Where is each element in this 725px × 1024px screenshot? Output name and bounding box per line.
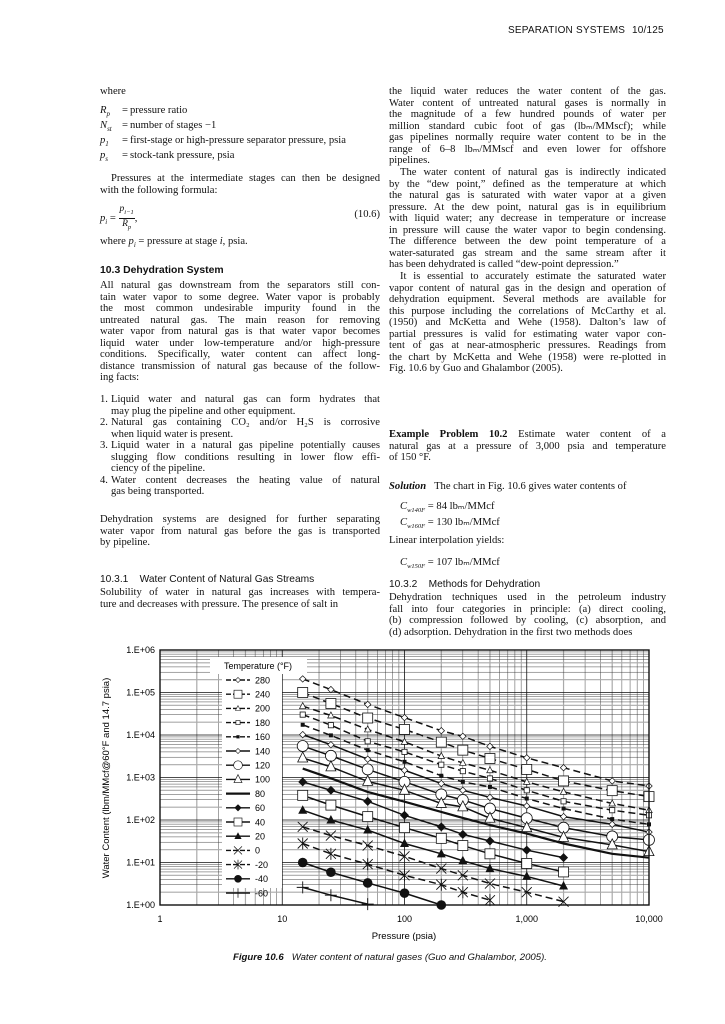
small-square-marker	[328, 723, 333, 728]
def-symbol: R	[100, 104, 107, 116]
eq-rhs: = 130 lbₘ/MMcf	[425, 516, 500, 528]
def-subscript: s	[105, 154, 109, 163]
where-pi-i: i	[219, 236, 223, 248]
diamond-marker	[300, 676, 306, 682]
text-line: Water content decreases the heating value of natural	[111, 474, 380, 486]
filled-diamond-marker	[522, 846, 531, 855]
square-marker	[559, 776, 569, 786]
eq-lhs: p	[100, 212, 106, 224]
series-line	[303, 735, 649, 832]
equation-number: (10.6)	[354, 209, 380, 221]
text-line: range of 6–8 lbₘ/MMscf and even lower for offshore	[389, 143, 666, 155]
example-label: Example Problem 10.2	[389, 429, 508, 440]
diamond-marker	[460, 787, 466, 793]
text-line: Liquid water and natural gas can form hydrates that	[111, 394, 380, 405]
square-marker	[485, 753, 495, 763]
small-square-marker	[300, 712, 305, 717]
def-subscript: st	[107, 124, 112, 133]
small-square-marker	[460, 769, 465, 774]
filled-square-marker	[366, 748, 370, 752]
diamond-marker	[401, 767, 407, 773]
text-line: tain water vapor to some degree. Water vapor is probably	[100, 291, 380, 303]
def-equals: =	[122, 134, 128, 146]
heading-10-3-1: 10.3.1 Water Content of Natural Gas Streams	[100, 574, 315, 585]
text-line: tent of gas at near-atmospheric pressures. Readings from	[389, 340, 666, 352]
text-line: Dehydration systems are designed for further separating	[100, 514, 380, 525]
diamond-marker	[609, 778, 615, 784]
text-line: in pressure will cause the water vapor to begin condensing.	[389, 224, 666, 236]
series-line	[303, 679, 649, 786]
y-tick-label: 1.E+06	[126, 645, 155, 655]
filled-square-marker	[461, 780, 465, 784]
text-line: the magnitude of a few hundred pounds of water per	[389, 109, 666, 121]
text-line: distance transmission of natural gas because of the follow-	[100, 360, 380, 372]
legend-label: 40	[255, 817, 266, 828]
square-marker	[400, 724, 410, 734]
text-line: untreated natural gas. The main reason for removing	[100, 314, 380, 326]
diamond-marker	[401, 714, 407, 720]
triangle-marker	[487, 767, 493, 773]
text-line: water-saturated gas stream and the same stream after it	[389, 247, 666, 259]
filled-square-marker	[439, 774, 443, 778]
y-tick-label: 1.E+04	[126, 730, 155, 740]
square-marker	[298, 688, 308, 698]
def-text: pressure ratio	[129, 104, 188, 116]
text-line: slugging flow conditions resulting in lower flow effi-	[111, 451, 380, 463]
text-line: ing facts:	[100, 372, 140, 384]
filled-square-marker	[301, 723, 305, 727]
legend-label: 140	[255, 746, 271, 757]
diamond-marker	[560, 813, 566, 819]
circle-marker	[362, 764, 373, 775]
solution-label: Solution	[389, 481, 427, 492]
text-line: has been dehydrated is called “dew-point depression.”	[389, 259, 619, 271]
legend-background	[222, 674, 282, 888]
legend-label: -60	[255, 888, 269, 899]
text-line: pressure. At the dew point, natural gas is in equilibrium	[389, 201, 666, 213]
diamond-marker	[438, 728, 444, 734]
text-line: may plug the pipeline and other equipment.	[111, 405, 296, 417]
text-line: water vapor from natural gas is that water vapor becomes	[100, 326, 380, 338]
legend-item	[226, 888, 268, 898]
legend-label: 280	[255, 675, 271, 686]
square-marker	[607, 786, 617, 796]
eq-lhs-sub: i	[105, 218, 108, 227]
list-number: 3.	[100, 440, 108, 452]
eq-subscript: w160F	[407, 522, 426, 530]
legend-label: 120	[255, 760, 271, 771]
text-line: million standard cubic foot of gas (lbₘ/MMscf); while	[389, 120, 666, 132]
filled-circle-marker	[363, 878, 373, 888]
square-marker	[234, 818, 242, 826]
x-axis-title: Pressure (psia)	[371, 931, 437, 942]
legend-label: -20	[255, 859, 269, 870]
asterisk-marker	[298, 837, 308, 849]
where-pi-post: = pressure at stage	[135, 236, 220, 248]
def-equals: =	[122, 119, 128, 131]
series-160	[301, 723, 651, 827]
text-line: conditions. Specifically, water content can affect long-	[100, 349, 380, 361]
diamond-marker	[328, 742, 334, 748]
small-square-marker	[236, 721, 240, 725]
x-tick-label: 1,000	[515, 914, 539, 924]
y-axis-title: Water Content (lbm/MMcf@60°F and 14.7 psia)	[101, 677, 112, 879]
solution-text: The chart in Fig. 10.6 gives water contents of	[434, 481, 627, 492]
eq-num-sub: i−1	[124, 208, 134, 216]
filled-circle-marker	[298, 858, 308, 868]
legend-label: 0	[255, 845, 261, 856]
legend-label: 240	[255, 689, 271, 700]
text-line: Solubility of water in natural gas increases with tempera-	[100, 587, 380, 598]
diamond-marker	[364, 756, 370, 762]
triangle-marker	[560, 788, 566, 794]
def-subscript: 1	[105, 139, 109, 148]
text-line: water vapor from natural gas before the gas is transported	[100, 525, 380, 537]
x-tick-label: 10,000	[635, 914, 663, 924]
def-text: first-stage or high-pressure separator pressure, psia	[129, 134, 346, 146]
legend-label: 20	[255, 831, 266, 842]
def-subscript: p	[106, 109, 110, 118]
text-line: pipelines.	[389, 155, 430, 167]
legend-label: 80	[255, 788, 266, 799]
legend-title: Temperature (°F)	[223, 661, 293, 671]
square-marker	[363, 713, 373, 723]
legend-label: 200	[255, 703, 271, 714]
square-marker	[458, 745, 468, 755]
text-line: gas pipelines normally require water content to be in the	[389, 132, 666, 144]
filled-square-marker	[488, 785, 492, 789]
small-square-marker	[439, 762, 444, 767]
text-line: this purpose including the correlations of McCarthy et al.	[389, 305, 666, 317]
x-marker	[298, 822, 308, 832]
diamond-marker	[560, 765, 566, 771]
list-number: 4.	[100, 474, 108, 486]
def-symbol: N	[100, 119, 108, 131]
eq-comma: ,	[134, 212, 138, 224]
text-line: the natural gas is saturated with water vapor at a given	[389, 190, 666, 202]
text-line: ture and decreases with pressure. The presence of salt in	[100, 598, 339, 610]
def-symbol: p	[100, 149, 106, 161]
filled-triangle-marker	[298, 805, 307, 814]
heading-10-3-2: 10.3.2 Methods for Dehydration	[389, 579, 541, 590]
diamond-marker	[438, 780, 444, 786]
filled-diamond-marker	[559, 853, 568, 862]
def-symbol: p	[100, 134, 106, 146]
y-tick-label: 1.E+05	[126, 687, 155, 698]
square-marker	[326, 800, 336, 810]
chart-axes	[126, 645, 663, 924]
text-line: ciency of the pipeline.	[111, 463, 206, 475]
legend-label: 180	[255, 717, 271, 728]
square-marker	[522, 764, 532, 774]
circle-marker	[297, 741, 308, 752]
filled-square-marker	[329, 733, 333, 737]
text-line: Fig. 10.6 by Guo and Ghalambor (2005).	[389, 363, 563, 375]
legend-label: 60	[255, 803, 266, 814]
filled-square-marker	[610, 817, 614, 821]
text-line: Natural gas containing CO₂ and/or H₂S is corrosive	[111, 417, 380, 429]
diamond-marker	[328, 686, 334, 692]
example-line: of 150 °F.	[389, 452, 431, 464]
where-pi-pre: where	[100, 236, 129, 248]
plus-marker	[325, 889, 337, 901]
where-pi-end: , psia.	[222, 236, 248, 248]
x-tick-label: 1	[157, 914, 163, 924]
y-tick-label: 1.E+03	[126, 772, 155, 783]
filled-diamond-marker	[458, 830, 467, 839]
circle-marker	[234, 761, 243, 770]
square-marker	[234, 690, 242, 698]
filled-circle-marker	[400, 888, 410, 898]
def-equals: =	[122, 104, 128, 116]
eq-rhs: = 84 lbₘ/MMcf	[425, 501, 495, 512]
text-line: fall into four categories in principle: (a) direct cooling,	[389, 603, 666, 615]
square-marker	[436, 737, 446, 747]
diamond-marker	[524, 803, 530, 809]
def-text: stock-tank pressure, psia	[129, 149, 235, 161]
filled-square-marker	[562, 807, 566, 811]
diamond-marker	[487, 743, 493, 749]
text-line: with the following formula:	[100, 184, 218, 196]
filled-square-marker	[403, 760, 407, 764]
page-number: 10/125	[632, 25, 664, 36]
filled-circle-marker	[234, 875, 242, 883]
square-marker	[363, 812, 373, 822]
caption-label: Figure 10.6	[233, 952, 284, 963]
text-line: All natural gas downstream from the separators still con-	[100, 280, 380, 291]
square-marker	[298, 790, 308, 800]
result-sym: C	[400, 557, 408, 568]
eq-den: R	[122, 218, 128, 229]
list-number: 2.	[100, 417, 108, 429]
result-rhs: = 107 lbₘ/MMcf	[425, 557, 500, 568]
text-line: (1950) and McKetta and Wehe (1958). Dalton’s law of	[389, 317, 666, 329]
square-marker	[522, 858, 532, 868]
filled-diamond-marker	[363, 797, 372, 806]
x-tick-label: 100	[396, 914, 413, 924]
square-marker	[485, 849, 495, 859]
legend-label: -40	[255, 874, 269, 885]
eq-subscript: w140F	[407, 507, 426, 515]
series-line	[303, 725, 649, 825]
filled-circle-marker	[326, 867, 336, 877]
diamond-marker	[524, 755, 530, 761]
def-equals: =	[122, 149, 128, 161]
x-marker	[326, 831, 336, 841]
caption-text: Water content of natural gases (Guo and Ghalambor, 2005).	[291, 952, 547, 963]
small-square-marker	[402, 749, 407, 754]
text-line: the chart by McKetta and Wehe (1958) were re-plotted in	[389, 351, 666, 363]
square-marker	[400, 823, 410, 833]
square-marker	[458, 841, 468, 851]
figure-caption	[100, 952, 680, 963]
text-line: by pipeline.	[100, 537, 151, 549]
legend-label: 160	[255, 732, 271, 743]
text-line: the most common undesirable impurity found in the	[100, 303, 380, 315]
filled-square-marker	[525, 797, 529, 801]
small-square-marker	[524, 788, 529, 793]
filled-diamond-marker	[298, 777, 307, 786]
filled-diamond-marker	[485, 837, 494, 846]
filled-square-marker	[236, 735, 239, 738]
example-line: natural gas at a pressure of 3,000 psia and temperature	[389, 440, 666, 452]
series-line	[303, 887, 368, 904]
x-tick-label: 10	[277, 914, 288, 924]
eq-den-sub: p	[127, 223, 132, 231]
where-label: where	[100, 86, 126, 97]
running-header-section: SEPARATION SYSTEMS	[508, 25, 626, 36]
square-marker	[326, 699, 336, 709]
text-line: when liquid water is present.	[111, 428, 234, 440]
y-tick-label: 1.E+00	[126, 900, 155, 910]
text-line: with liquid water; any decrease in temperature or increase	[389, 213, 666, 225]
text-line: liquid water under low-temperature and/or high-pressure	[100, 337, 380, 349]
triangle-marker	[298, 752, 308, 762]
legend-label: 100	[255, 774, 271, 785]
text-line: Water content of untreated natural gases is normally in	[389, 97, 666, 109]
plus-marker	[297, 881, 309, 893]
small-square-marker	[365, 739, 370, 744]
filled-diamond-marker	[400, 811, 409, 820]
text-line: vapor content of natural gas in the design and operation of	[389, 282, 666, 294]
series-minus60	[297, 881, 374, 910]
heading-10-3: 10.3 Dehydration System	[100, 265, 224, 276]
text-line: The water content of natural gas is indirectly indicated	[400, 167, 666, 178]
plus-marker	[362, 898, 374, 910]
text-line: Dehydration techniques used in the petroleum industry	[389, 592, 666, 603]
text-line: by the “dew point,” defined as the temperature at which	[389, 178, 666, 190]
square-marker	[559, 867, 569, 877]
small-square-marker	[610, 808, 615, 813]
circle-marker	[325, 750, 336, 761]
square-marker	[436, 833, 446, 843]
text-line: partial pressures is valid for estimating water vapor con-	[389, 328, 666, 340]
text-line: The difference between the dew point temperature of a	[389, 236, 666, 248]
text-line: the liquid water reduces the water content of the gas.	[389, 86, 666, 97]
result-sub: w150F	[407, 563, 426, 571]
eq-equals: =	[107, 212, 116, 224]
where-pi-sub: i	[133, 241, 136, 250]
eq-num: p	[119, 204, 125, 215]
def-text: number of stages −1	[129, 119, 217, 131]
interpolation-text: Linear interpolation yields:	[389, 535, 505, 546]
where-pi-sym: p	[128, 236, 134, 248]
small-square-marker	[487, 776, 492, 781]
y-tick-label: 1.E+02	[126, 815, 155, 825]
small-square-marker	[561, 799, 566, 804]
diamond-marker	[460, 733, 466, 739]
text-line: (b) compression followed by cooling, (c) absorption, and	[389, 615, 666, 627]
text-line: Pressures at the intermediate stages can then be designed	[111, 172, 380, 184]
example-line: Estimate water content of a	[518, 429, 666, 440]
eq-symbol: C	[400, 501, 408, 512]
filled-diamond-marker	[437, 822, 446, 831]
text-line: gas being transported.	[111, 486, 205, 498]
text-line: (d) adsorption. Dehydration in the first two methods does	[389, 626, 633, 638]
eq-symbol: C	[400, 516, 408, 528]
list-number: 1.	[100, 394, 108, 405]
y-tick-label: 1.E+01	[126, 857, 155, 868]
text-line: dehydration equipment. Several methods are available for	[389, 294, 666, 306]
text-line: It is essential to accurately estimate the saturated water	[400, 271, 666, 282]
plus-marker	[233, 888, 243, 898]
text-line: Liquid water in a natural gas pipeline potentially causes	[111, 440, 380, 452]
